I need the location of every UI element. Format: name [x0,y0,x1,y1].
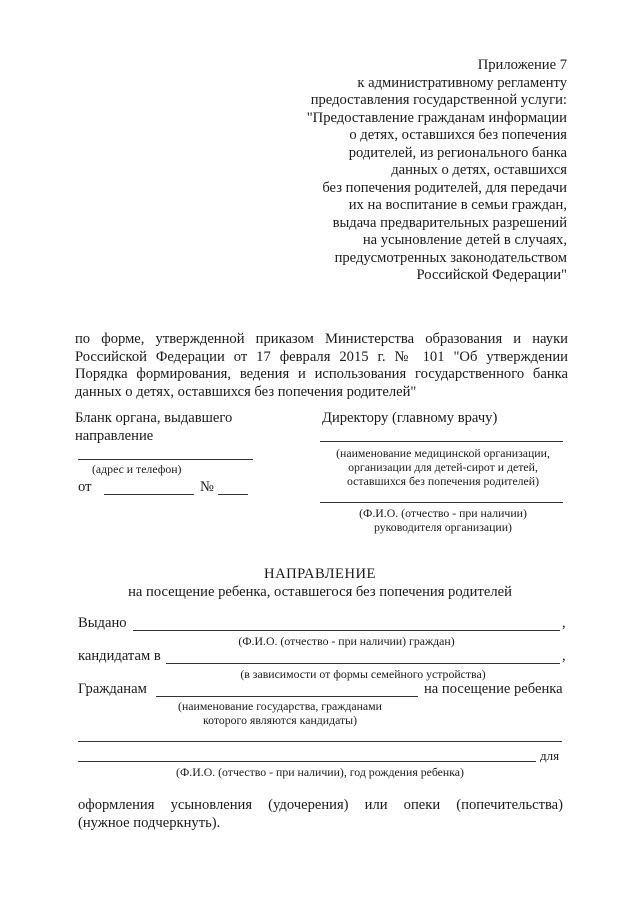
head-caption-line: (Ф.И.О. (отчество - при наличии) [359,506,527,520]
appendix-line: выдача предварительных разрешений [332,214,567,231]
number-underline[interactable] [218,494,248,495]
appendix-line: предусмотренных законодательством [334,249,567,266]
appendix-line: к административному регламенту [357,74,567,91]
basis-line: Российской Федерации от 17 февраля 2015 г. № 101 "Об утверждении [75,348,568,365]
child-caption: (Ф.И.О. (отчество - при наличии), год рождения ребенка) [176,765,464,779]
citizens-caption-line: которого являются кандидаты) [202,713,358,727]
head-caption-line: руководителя организации) [374,520,512,534]
citizens-caption-line: (наименование государства, гражданами [178,699,382,713]
appendix-line: "Предоставление гражданам информации [306,109,567,126]
appendix-line: Российской Федерации" [416,267,567,283]
document-title: НАПРАВЛЕНИЕ [264,566,376,582]
issued-to-underline[interactable] [133,630,560,631]
head-name-caption [318,506,568,534]
appendix-line: о детях, оставшихся без попечения [349,127,567,143]
organization-underline[interactable] [320,441,563,442]
addressee-title: Директору (главному врачу) [322,410,498,426]
appendix-line: их на воспитание в семьи граждан, [348,197,567,213]
issued-label: Выдано [78,615,127,631]
child-underline-2[interactable] [78,761,536,762]
date-underline[interactable] [104,494,194,495]
appendix-line: родителей, из регионального банка [348,144,567,161]
issuer-line-1: Бланк органа, выдавшего [75,410,233,426]
appendix-line: без попечения родителей, для передачи [322,179,567,196]
address-underline[interactable] [78,459,253,460]
appendix-line: предоставления государственной услуги: [310,92,567,108]
organization-caption-line: организации для детей-сирот и детей, [348,460,538,474]
candidates-comma: , [562,648,566,664]
candidates-caption: (в зависимости от формы семейного устройства) [240,667,486,681]
organization-caption [318,446,568,488]
basis-line: Порядка формирования, ведения и использования государственного банка [75,366,568,382]
basis-line: данных о детях, оставшихся без попечения родителей" [75,383,417,400]
organization-caption-line: (наименование медицинской организации, [336,446,550,460]
head-name-underline[interactable] [320,502,563,503]
for-label: для [540,748,560,763]
citizens-caption [140,699,420,727]
purpose-line-1: оформления усыновления (удочерения) или опеки (попечительства) [78,797,563,813]
from-label: от [78,479,92,495]
organization-caption-line: оставшихся без попечения родителей) [346,474,540,488]
issued-comma: , [562,615,566,631]
appendix-line: данных о детях, оставшихся [391,162,567,178]
visit-label: на посещение ребенка [424,681,563,697]
basis-line: по форме, утвержденной приказом Министерства образования и науки [75,331,568,347]
basis-paragraph [75,331,568,401]
purpose-line-2: (нужное подчеркнуть). [78,815,221,831]
citizens-underline[interactable] [156,696,418,697]
address-caption: (адрес и телефон) [92,462,182,476]
child-underline-1[interactable] [78,741,562,742]
issuer-line-2: направление [75,428,154,444]
citizens-label: Гражданам [78,681,147,697]
candidates-underline[interactable] [166,663,560,664]
appendix-line: на усыновление детей в случаях, [362,232,567,248]
candidates-label: кандидатам в [78,648,161,664]
appendix-line: Приложение 7 [477,57,567,73]
document-subtitle: на посещение ребенка, оставшегося без попечения родителей [128,584,512,600]
issued-caption: (Ф.И.О. (отчество - при наличии) граждан) [238,634,455,648]
number-label: № [200,479,214,495]
appendix-block [267,57,567,285]
